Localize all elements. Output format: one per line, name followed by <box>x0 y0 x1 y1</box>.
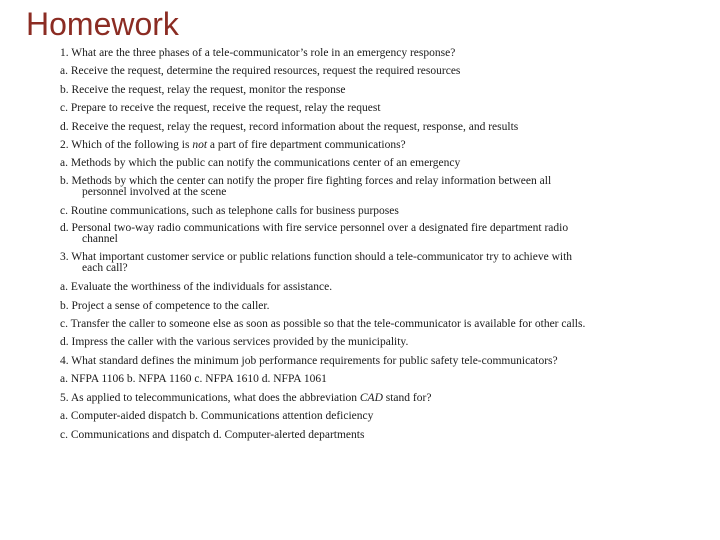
question-2-option-b <box>60 173 690 202</box>
question-2 <box>60 136 690 154</box>
question-3-option-a: a. Evaluate the worthiness of the individuals for assistance. <box>60 281 333 294</box>
question-3-line2: each call? <box>82 262 128 275</box>
question-5 <box>60 389 690 407</box>
question-2-option-b-line2: personnel involved at the scene <box>82 185 227 198</box>
question-1: 1. What are the three phases of a tele-communicator’s role in an emergency response? <box>60 47 456 59</box>
question-2-option-b-line1: b. Methods by which the center can notify the proper fire fighting forces and relay information between all <box>60 174 552 187</box>
question-5-text-end: stand for? <box>382 391 432 404</box>
question-2-emphasis: not <box>192 139 208 152</box>
question-4: 4. What standard defines the minimum job performance requirements for public safety tele-communicators? <box>60 354 558 367</box>
question-2-option-d-line2: channel <box>82 233 118 246</box>
question-1-option-d: d. Receive the request, relay the request, record information about the request, response, and results <box>60 120 519 133</box>
question-2-option-a: a. Methods by which the public can notify the communications center of an emergency <box>60 157 461 170</box>
question-1-option-b: b. Receive the request, relay the request, monitor the response <box>60 83 346 96</box>
question-5-options-cd: c. Communications and dispatch d. Computer-alerted departments <box>60 428 365 441</box>
question-3-option-c: c. Transfer the caller to someone else as soon as possible so that the tele-communicator is available for other calls. <box>60 318 586 331</box>
homework-questions <box>60 44 690 444</box>
slide-title: Homework <box>26 6 179 42</box>
question-3 <box>60 249 690 278</box>
question-5-options-ab: a. Computer-aided dispatch b. Communications attention deficiency <box>60 410 374 423</box>
question-5-text-start: 5. As applied to telecommunications, what does the abbreviation <box>60 391 360 404</box>
question-2-option-d-line1: d. Personal two-way radio communications with fire service personnel over a designated fire department radio <box>60 222 569 235</box>
question-1-option-a: a. Receive the request, determine the required resources, request the required resources <box>60 65 461 78</box>
question-2-option-c: c. Routine communications, such as telephone calls for business purposes <box>60 204 399 217</box>
question-2-text-start: 2. Which of the following is <box>60 139 193 152</box>
question-2-option-d <box>60 220 690 249</box>
question-3-option-b: b. Project a sense of competence to the caller. <box>60 299 270 312</box>
question-4-options: a. NFPA 1106 b. NFPA 1160 c. NFPA 1610 d. NFPA 1061 <box>60 373 327 386</box>
question-3-option-d: d. Impress the caller with the various services provided by the municipality. <box>60 336 409 349</box>
question-2-text-end: a part of fire department communications? <box>207 139 406 152</box>
question-1-option-c: c. Prepare to receive the request, receive the request, relay the request <box>60 102 381 115</box>
question-3-line1: 3. What important customer service or public relations function should a tele-communicator try to achieve with <box>60 251 573 264</box>
question-5-emphasis: CAD <box>359 391 383 404</box>
